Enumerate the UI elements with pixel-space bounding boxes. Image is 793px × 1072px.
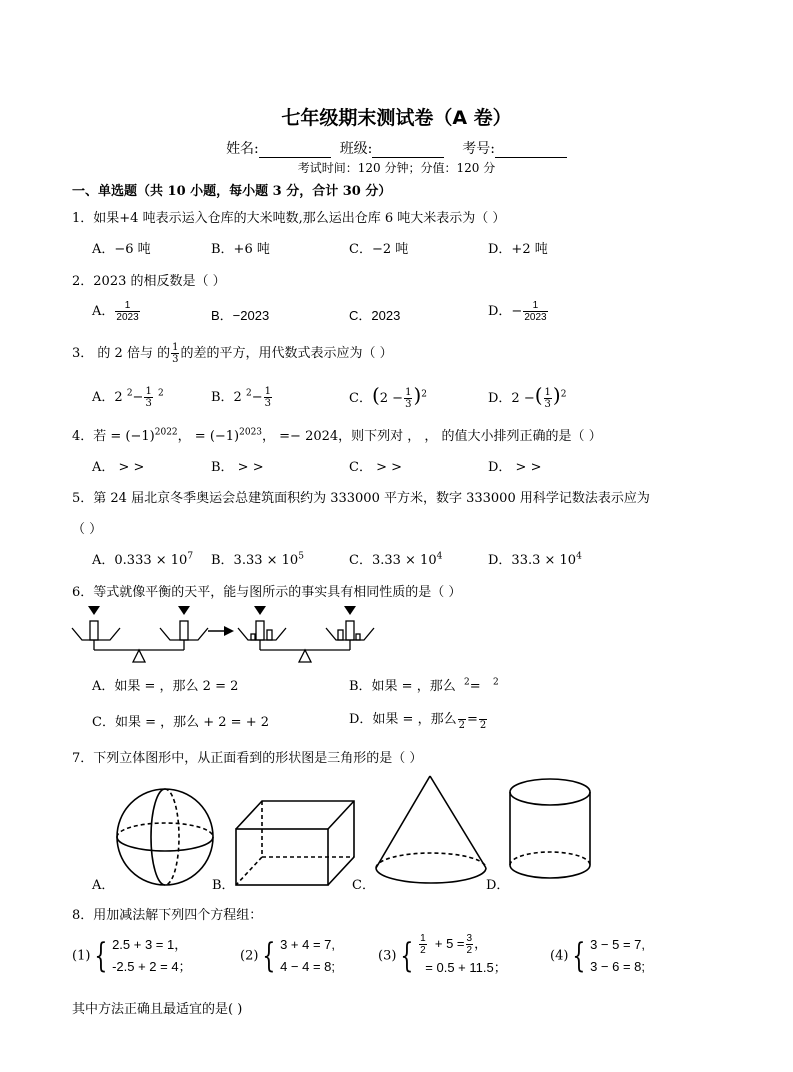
solid-figures [108,774,598,889]
question-8-stem: 8．用加减法解下列四个方程组： [72,908,263,923]
q3-stem-fraction: $\frac{1}{3}$ [172,342,179,365]
q1-option-a[interactable]: A．−6 吨 [92,242,151,257]
cone-shape [376,776,486,883]
q5-option-b[interactable]: B．$3.33 \times 10^5$ [211,551,304,568]
question-2-stem: 2．2023 的相反数是（ ） [72,274,226,289]
cylinder-shape [510,779,590,878]
q5-option-a[interactable]: A．$0.333 \times 10^7$ [92,551,194,568]
q3-option-d[interactable]: D．2 −( $\frac{1}{3}$ )$^2$ [488,383,567,410]
question-7-stem: 7．下列立体图形中，从正面看到的形状图是三角形的是（ ） [72,751,423,766]
q7-option-b[interactable]: B． [212,878,235,893]
q3-option-b[interactable]: B．2 $^2$− $\frac{1}{3}$ [211,386,271,409]
q1-option-b[interactable]: B．+6 吨 [211,242,270,257]
question-8-prompt: 其中方法正确且最适宜的是( ) [72,1002,243,1017]
q1-option-d[interactable]: D．+2 吨 [488,242,548,257]
q2-a-label: A． [92,304,115,319]
sphere-shape [117,789,213,885]
q4-option-a[interactable]: A． > > [92,460,145,475]
q2-option-c[interactable]: C．2023 [349,308,401,323]
q8-system-3: (3) { $\frac{1}{2}$ + 5 = $\frac{3}{2}$ ， = 0.5 + 11.5； [378,933,507,977]
q6-option-a[interactable]: A．如果 = ，那么 2 = 2 [92,679,239,694]
q2-option-d[interactable] [488,300,549,323]
q7-option-a[interactable]: A． [92,878,115,893]
q7-option-d[interactable]: D． [486,878,510,893]
q6-option-d[interactable]: D．如果 = ，那么 2 = 2 [349,708,488,731]
q2-d-label: D．− [488,304,523,319]
balance-scale-figure [70,604,380,666]
q8-system-2: (2) { 3 + 4 = 7, 4 − 4 = 8; [240,936,335,976]
name-blank[interactable] [259,143,331,158]
name-label: 姓名: [226,141,259,157]
q8-system-4: (4) { 3 − 5 = 7, 3 − 6 = 8; [550,936,645,976]
q2-option-a[interactable] [92,300,141,323]
question-6-stem: 6．等式就像平衡的天平，能与图所示的事实具有相同性质的是（ ） [72,585,462,600]
number-blank[interactable] [495,143,567,158]
q4-option-b[interactable]: B． > > [211,460,264,475]
question-5-stem: 5．第 24 届北京冬季奥运会总建筑面积约为 333000 平方米，数字 333000 用科学记数法表示应为 [72,491,650,506]
q2-a-fraction: $\frac{1}{2023}$ [116,300,139,323]
exam-info: 考试时间：120 分钟；分值：120 分 [297,161,496,175]
q5-option-d[interactable]: D．$33.3 \times 10^4$ [488,551,582,568]
number-label: 考号: [462,141,495,157]
q1-option-c[interactable]: C．−2 吨 [349,242,409,257]
q2-d-fraction: $\frac{1}{2023}$ [524,300,547,323]
question-5-paren: （ ） [72,522,103,537]
q4-option-c[interactable]: C． > > [349,460,402,475]
q6-option-c[interactable]: C．如果 = ，那么 + 2 = + 2 [92,715,269,730]
class-label: 班级: [339,141,373,157]
section-heading: 一、单选题（共 10 小题，每小题 3 分，合计 30 分） [72,184,392,199]
question-3-stem: 3． 的 2 倍与 的 $\frac{1}{3}$ 的差的平方，用代数式表示应为（ ） [72,342,393,365]
cuboid-shape [236,801,354,885]
question-1-stem: 1．如果+4 吨表示运入仓库的大米吨数,那么运出仓库 6 吨大米表示为（ ） [72,211,506,226]
q3-option-c[interactable]: C．(2 − $\frac{1}{3}$ )$^2$ [349,383,427,410]
question-4-stem: 4．若 = $(-1)^{2022}$， = $(-1)^{2023}$， =− 2024，则下列对 ， ， 的值大小排列正确的是（ ） [72,427,602,444]
class-blank[interactable] [372,143,444,158]
q2-option-b[interactable]: B．−2023 [211,308,270,323]
q7-option-c[interactable]: C． [352,878,375,893]
q8-system-1: (1) { 2.5 + 3 = 1， -2.5 + 2 = 4； [72,936,192,976]
q3-option-a[interactable]: A．2 $^2$− $\frac{1}{3}$ $^2$ [92,386,164,409]
q4-option-d[interactable]: D． > > [488,460,542,475]
student-info-line [0,138,793,158]
page-title: 七年级期末测试卷（A 卷） [281,107,512,129]
q5-option-c[interactable]: C．$3.33 \times 10^4$ [349,551,443,568]
q6-option-b[interactable]: B．如果 = ，那么 $^2$= $^2$ [349,677,499,694]
